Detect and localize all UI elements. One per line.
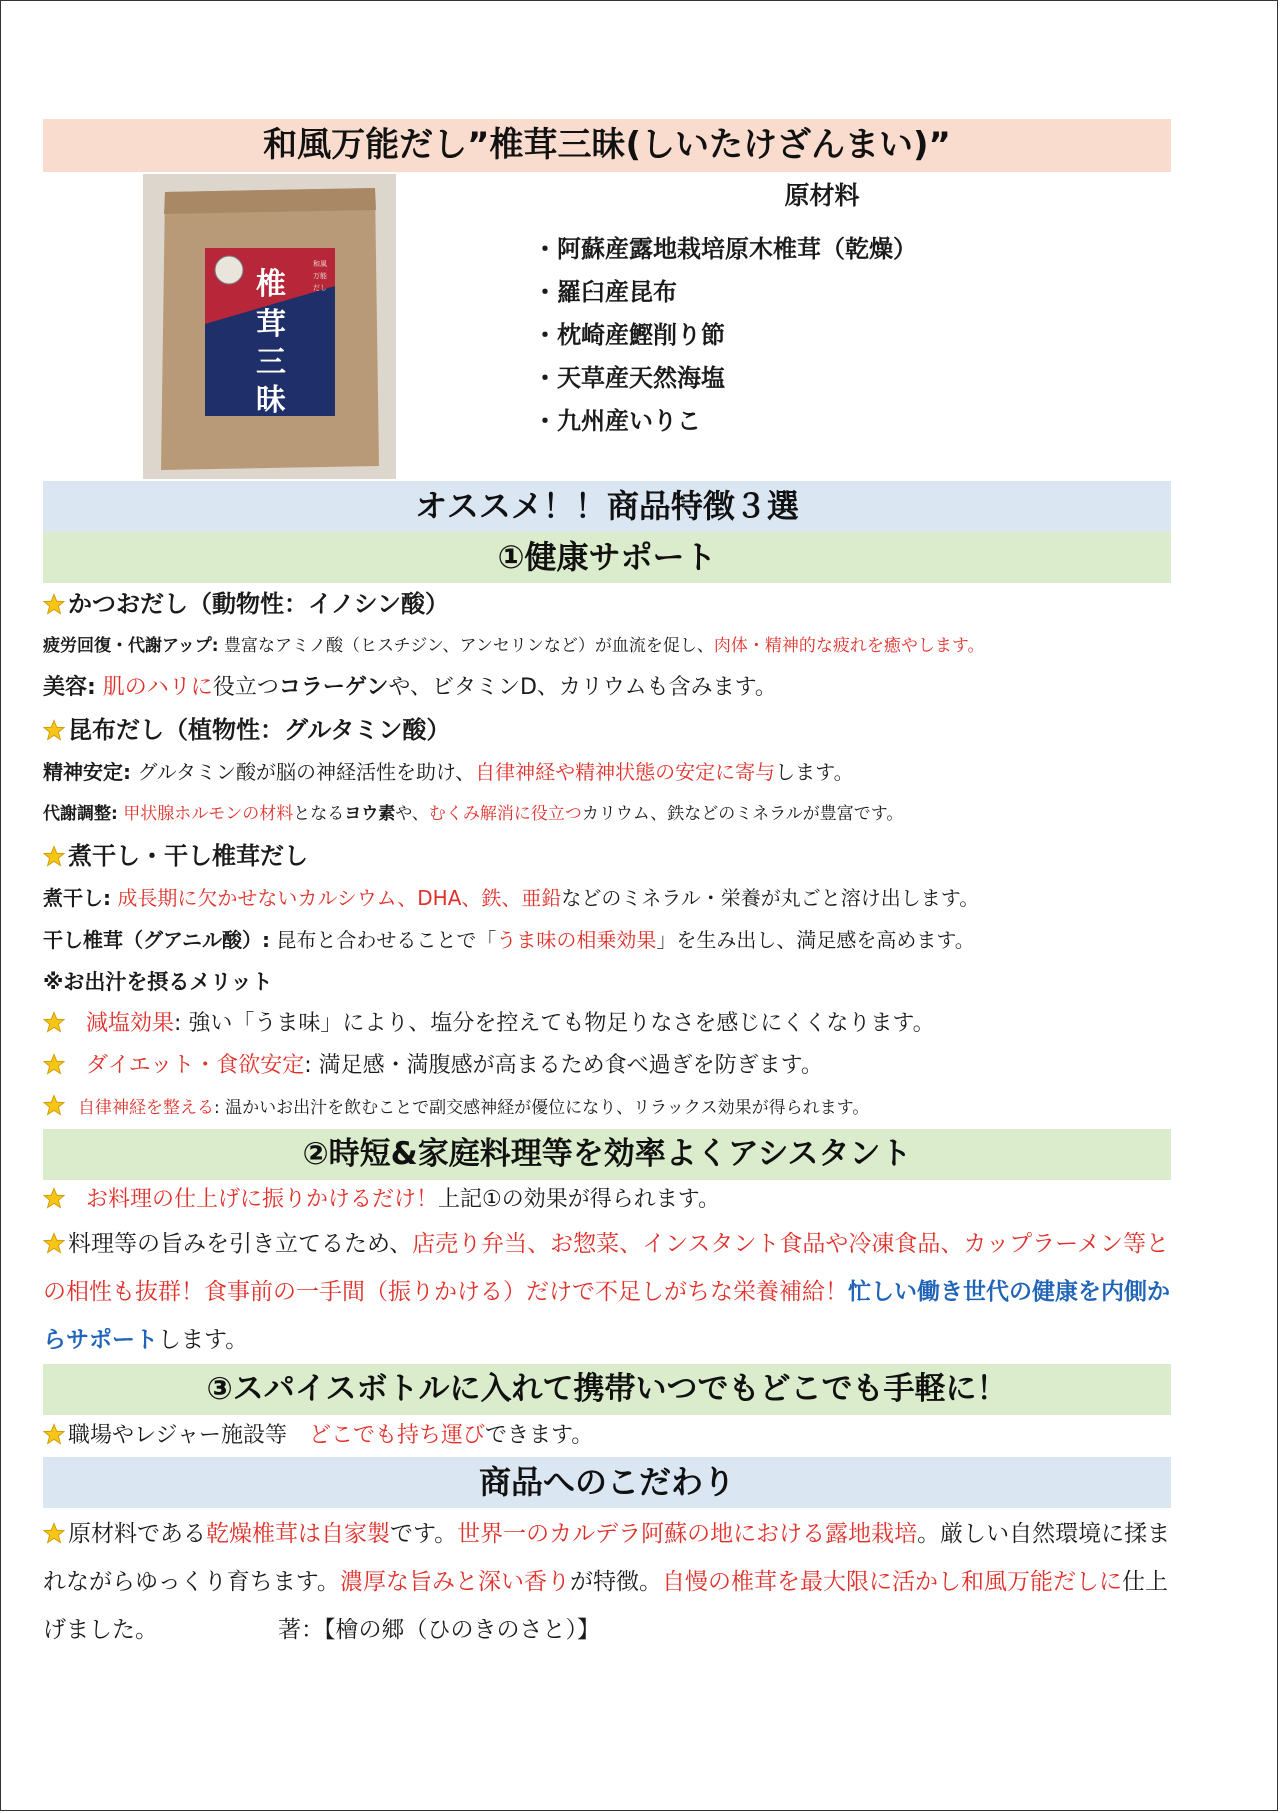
katsuo-line-1: 疲労回復・代謝アップ: 豊富なアミノ酸（ヒスチジン、アンセリンなど）が血流を促し、肉体・精神的な疲れを癒やします。: [43, 636, 985, 656]
katsuo-line-2: 美容: 肌のハリに役立つコラーゲンや、ビタミンD、カリウムも含みます。: [43, 675, 777, 700]
star-icon: [43, 845, 65, 867]
merit-item-3: 自律神経を整える: 温かいお出汁を飲むことで副交感神経が優位になり、リラックス効果が得られます。: [43, 1087, 1171, 1129]
merit-item-1: 減塩効果: 強い「うま味」により、塩分を控えても物足りなさを感じにくくなります。: [43, 1003, 1171, 1045]
list-item: ・阿蘇産露地栽培原木椎茸（乾燥）: [533, 235, 917, 263]
product-overview: [43, 172, 1171, 481]
section2-heading: ②時短&家庭料理等を効率よくアシスタント: [43, 1129, 1171, 1180]
ingredients-list: [533, 228, 917, 443]
kodawari-paragraph: 原材料である乾燥椎茸は自家製です。世界一のカルデラ阿蘇の地における露地栽培。厳しい自然環境に揉まれながらゆっくり育ちます。濃厚な旨みと深い香りが特徴。自慢の椎茸を最大限に活かし和風万能だしに仕上げました。 著：【檜の郷（ひのきのさと）】: [43, 1521, 1171, 1643]
star-icon: [43, 1232, 65, 1254]
star-icon: [43, 593, 65, 615]
svg-text:和風: 和風: [313, 260, 327, 268]
content: [43, 119, 1171, 1654]
page-title: 和風万能だし”椎茸三昧(しいたけざんまい)”: [43, 119, 1171, 172]
section2-line-2: 料理等の旨みを引き立てるため、店売り弁当、お惣菜、インスタント食品や冷凍食品、カップラーメン等との相性も抜群！食事前の一手間（振りかける）だけで不足しがちな栄養補給！忙しい働き世代の健康を内側からサポートします。: [43, 1231, 1170, 1353]
svg-text:昧: 昧: [256, 383, 286, 418]
kodawari-heading: 商品へのこだわり: [43, 1457, 1171, 1508]
section3-line-1: 職場やレジャー施設等 どこでも持ち運びできます。: [43, 1415, 1171, 1457]
svg-text:三: 三: [256, 345, 286, 380]
ingredients-heading: 原材料: [784, 181, 860, 210]
author-credit: 著：【檜の郷（ひのきのさと）】: [278, 1617, 600, 1643]
list-item: ・枕崎産鰹削り節: [533, 321, 725, 349]
recommend-heading: オススメ！！商品特徴３選: [43, 481, 1171, 532]
svg-text:椎: 椎: [256, 267, 286, 302]
merit-heading: ※お出汁を摂るメリット: [43, 970, 273, 994]
merit-item-2: ダイエット・食欲安定: 満足感・満腹感が高まるため食べ過ぎを防ぎます。: [43, 1045, 1171, 1087]
svg-text:だし: だし: [313, 284, 327, 292]
list-item: ・天草産天然海塩: [533, 364, 725, 392]
star-icon: [43, 1094, 65, 1116]
svg-text:茸: 茸: [256, 307, 286, 342]
konbu-line-2: 代謝調整: 甲状腺ホルモンの材料となるヨウ素や、むくみ解消に役立つカリウム、鉄などのミネラルが豊富です。: [43, 804, 904, 824]
star-icon: [43, 1522, 65, 1544]
konbu-heading: 昆布だし（植物性：グルタミン酸）: [43, 709, 1171, 751]
section3-heading: ③スパイスボトルに入れて携帯いつでもどこでも手軽に！: [43, 1364, 1171, 1415]
list-item: ・羅臼産昆布: [533, 278, 677, 306]
niboshi-line-2: 干し椎茸（グアニル酸）: 昆布と合わせることで「うま味の相乗効果」を生み出し、満足感を高めます。: [43, 928, 975, 952]
section1-heading: ①健康サポート: [43, 532, 1171, 583]
star-icon: [43, 1423, 65, 1445]
list-item: ・九州産いりこ: [533, 407, 701, 435]
star-icon: [43, 1187, 65, 1209]
niboshi-heading: 煮干し・干し椎茸だし: [43, 835, 1171, 877]
star-icon: [43, 719, 65, 741]
star-icon: [43, 1053, 65, 1075]
konbu-line-1: 精神安定: グルタミン酸が脳の神経活性を助け、自律神経や精神状態の安定に寄与します。: [43, 760, 854, 784]
shiitake-dashi-package-icon: [143, 174, 396, 479]
niboshi-line-1: 煮干し: 成長期に欠かせないカルシウム、DHA、鉄、亜鉛などのミネラル・栄養が丸ごと溶け出します。: [43, 886, 980, 910]
katsuo-heading: かつおだし（動物性：イノシン酸）: [43, 583, 1171, 625]
star-icon: [43, 1011, 65, 1033]
section2-line-1: お料理の仕上げに振りかけるだけ！上記①の効果が得られます。: [43, 1180, 1171, 1220]
svg-text:万能: 万能: [313, 272, 327, 280]
